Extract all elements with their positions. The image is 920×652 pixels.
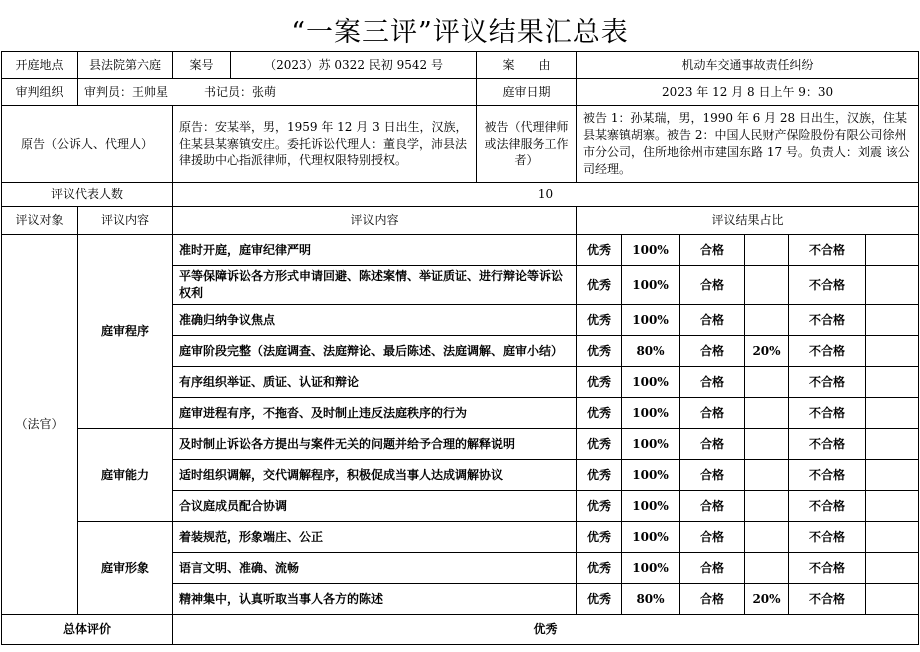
pct-excellent: 80% bbox=[622, 336, 680, 367]
pct-excellent: 100% bbox=[622, 491, 680, 522]
pct-pass bbox=[745, 429, 789, 460]
grade-fail: 不合格 bbox=[789, 429, 866, 460]
overall-value: 优秀 bbox=[173, 615, 919, 645]
case-no-value: （2023）苏 0322 民初 9542 号 bbox=[231, 52, 477, 79]
evaluation-table bbox=[1, 51, 919, 645]
criterion-text: 准时开庭，庭审纪律严明 bbox=[173, 235, 577, 266]
pct-pass bbox=[745, 398, 789, 429]
pct-pass bbox=[745, 460, 789, 491]
pct-pass bbox=[745, 491, 789, 522]
pct-pass bbox=[745, 367, 789, 398]
header-object: 评议对象 bbox=[2, 207, 78, 235]
page-title: “一案三评”评议结果汇总表 bbox=[291, 17, 629, 48]
date-label: 庭审日期 bbox=[477, 79, 577, 106]
pct-fail bbox=[866, 266, 919, 305]
parties-row bbox=[2, 106, 919, 183]
grade-pass: 合格 bbox=[680, 584, 745, 615]
pct-pass: 20% bbox=[745, 336, 789, 367]
grade-pass: 合格 bbox=[680, 235, 745, 266]
plaintiff-value: 原告：安某举，男，1959 年 12 月 3 日出生，汉族，住某县某寨镇安庄。委托诉讼代理人：董良学，沛县法律援助中心指派律师，代理权限特别授权。 bbox=[173, 106, 477, 183]
grade-fail: 不合格 bbox=[789, 491, 866, 522]
criterion-text: 精神集中，认真听取当事人各方的陈述 bbox=[173, 584, 577, 615]
grade-fail: 不合格 bbox=[789, 266, 866, 305]
defendant-value: 被告 1：孙某瑞，男，1990 年 6 月 28 日出生，汉族，住某县某寨镇胡寨。被告 2：中国人民财产保险股份有限公司徐州市分公司，住所地徐州市建国东路 17 号。负责人：刘震 该公司经理。 bbox=[577, 106, 919, 183]
criterion-text: 平等保障诉讼各方形式申请回避、陈述案情、举证质证、进行辩论等诉讼权利 bbox=[173, 266, 577, 305]
pct-fail bbox=[866, 460, 919, 491]
pct-fail bbox=[866, 553, 919, 584]
header-result: 评议结果占比 bbox=[577, 207, 919, 235]
pct-excellent: 100% bbox=[622, 522, 680, 553]
pct-fail bbox=[866, 429, 919, 460]
grade-excellent: 优秀 bbox=[577, 584, 622, 615]
pct-fail bbox=[866, 235, 919, 266]
header-content: 评议内容 bbox=[78, 207, 173, 235]
criterion-text: 及时制止诉讼各方提出与案件无关的问题并给予合理的解释说明 bbox=[173, 429, 577, 460]
criterion-text: 准确归纳争议焦点 bbox=[173, 305, 577, 336]
grade-fail: 不合格 bbox=[789, 584, 866, 615]
grade-fail: 不合格 bbox=[789, 367, 866, 398]
grade-pass: 合格 bbox=[680, 266, 745, 305]
grade-excellent: 优秀 bbox=[577, 235, 622, 266]
criteria-header-row bbox=[2, 207, 919, 235]
grade-fail: 不合格 bbox=[789, 553, 866, 584]
date-value: 2023 年 12 月 8 日上午 9：30 bbox=[577, 79, 919, 106]
object-name: （法官） bbox=[2, 235, 78, 615]
reps-row bbox=[2, 183, 919, 207]
criterion-text: 着装规范，形象端庄、公正 bbox=[173, 522, 577, 553]
case-no-label: 案号 bbox=[173, 52, 231, 79]
grade-pass: 合格 bbox=[680, 305, 745, 336]
criterion-text: 庭审进程有序，不拖沓、及时制止违反法庭秩序的行为 bbox=[173, 398, 577, 429]
grade-excellent: 优秀 bbox=[577, 553, 622, 584]
grade-excellent: 优秀 bbox=[577, 460, 622, 491]
grade-pass: 合格 bbox=[680, 398, 745, 429]
criterion-text: 适时组织调解，交代调解程序，积极促成当事人达成调解协议 bbox=[173, 460, 577, 491]
pct-fail bbox=[866, 584, 919, 615]
grade-pass: 合格 bbox=[680, 336, 745, 367]
grade-pass: 合格 bbox=[680, 460, 745, 491]
cause-label: 案 由 bbox=[477, 52, 577, 79]
grade-excellent: 优秀 bbox=[577, 266, 622, 305]
grade-fail: 不合格 bbox=[789, 398, 866, 429]
table-row bbox=[2, 522, 919, 553]
criterion-text: 庭审阶段完整（法庭调查、法庭辩论、最后陈述、法庭调解、庭审小结） bbox=[173, 336, 577, 367]
grade-fail: 不合格 bbox=[789, 305, 866, 336]
pct-pass bbox=[745, 235, 789, 266]
pct-excellent: 100% bbox=[622, 553, 680, 584]
pct-excellent: 100% bbox=[622, 305, 680, 336]
pct-excellent: 80% bbox=[622, 584, 680, 615]
table-row bbox=[2, 429, 919, 460]
criterion-text: 语言文明、准确、流畅 bbox=[173, 553, 577, 584]
grade-fail: 不合格 bbox=[789, 522, 866, 553]
plaintiff-label: 原告（公诉人、代理人） bbox=[2, 106, 173, 183]
panel-value: 审判员：王帅星 书记员：张萌 bbox=[78, 79, 477, 106]
overall-row bbox=[2, 615, 919, 645]
header-detail: 评议内容 bbox=[173, 207, 577, 235]
grade-pass: 合格 bbox=[680, 553, 745, 584]
pct-fail bbox=[866, 398, 919, 429]
grade-excellent: 优秀 bbox=[577, 398, 622, 429]
pct-pass bbox=[745, 266, 789, 305]
grade-pass: 合格 bbox=[680, 367, 745, 398]
info-row-2 bbox=[2, 79, 919, 106]
pct-fail bbox=[866, 367, 919, 398]
pct-excellent: 100% bbox=[622, 367, 680, 398]
reps-label: 评议代表人数 bbox=[2, 183, 173, 207]
grade-pass: 合格 bbox=[680, 522, 745, 553]
pct-excellent: 100% bbox=[622, 235, 680, 266]
reps-value: 10 bbox=[173, 183, 919, 207]
pct-fail bbox=[866, 336, 919, 367]
grade-excellent: 优秀 bbox=[577, 305, 622, 336]
panel-label: 审判组织 bbox=[2, 79, 78, 106]
grade-fail: 不合格 bbox=[789, 460, 866, 491]
defendant-label: 被告（代理律师或法律服务工作者） bbox=[477, 106, 577, 183]
grade-excellent: 优秀 bbox=[577, 336, 622, 367]
pct-fail bbox=[866, 305, 919, 336]
criterion-text: 合议庭成员配合协调 bbox=[173, 491, 577, 522]
grade-excellent: 优秀 bbox=[577, 522, 622, 553]
grade-excellent: 优秀 bbox=[577, 429, 622, 460]
category-image: 庭审形象 bbox=[78, 522, 173, 615]
pct-excellent: 100% bbox=[622, 429, 680, 460]
grade-excellent: 优秀 bbox=[577, 367, 622, 398]
category-procedure: 庭审程序 bbox=[78, 235, 173, 429]
cause-value: 机动车交通事故责任纠纷 bbox=[577, 52, 919, 79]
pct-pass bbox=[745, 553, 789, 584]
pct-fail bbox=[866, 491, 919, 522]
criterion-text: 有序组织举证、质证、认证和辩论 bbox=[173, 367, 577, 398]
pct-excellent: 100% bbox=[622, 266, 680, 305]
pct-excellent: 100% bbox=[622, 398, 680, 429]
venue-label: 开庭地点 bbox=[2, 52, 78, 79]
overall-label: 总体评价 bbox=[2, 615, 173, 645]
grade-fail: 不合格 bbox=[789, 235, 866, 266]
table-row bbox=[2, 235, 919, 266]
pct-pass: 20% bbox=[745, 584, 789, 615]
grade-fail: 不合格 bbox=[789, 336, 866, 367]
pct-fail bbox=[866, 522, 919, 553]
grade-pass: 合格 bbox=[680, 491, 745, 522]
grade-pass: 合格 bbox=[680, 429, 745, 460]
category-ability: 庭审能力 bbox=[78, 429, 173, 522]
pct-pass bbox=[745, 305, 789, 336]
grade-excellent: 优秀 bbox=[577, 491, 622, 522]
pct-pass bbox=[745, 522, 789, 553]
venue-value: 县法院第六庭 bbox=[78, 52, 173, 79]
info-row-1 bbox=[2, 52, 919, 79]
pct-excellent: 100% bbox=[622, 460, 680, 491]
